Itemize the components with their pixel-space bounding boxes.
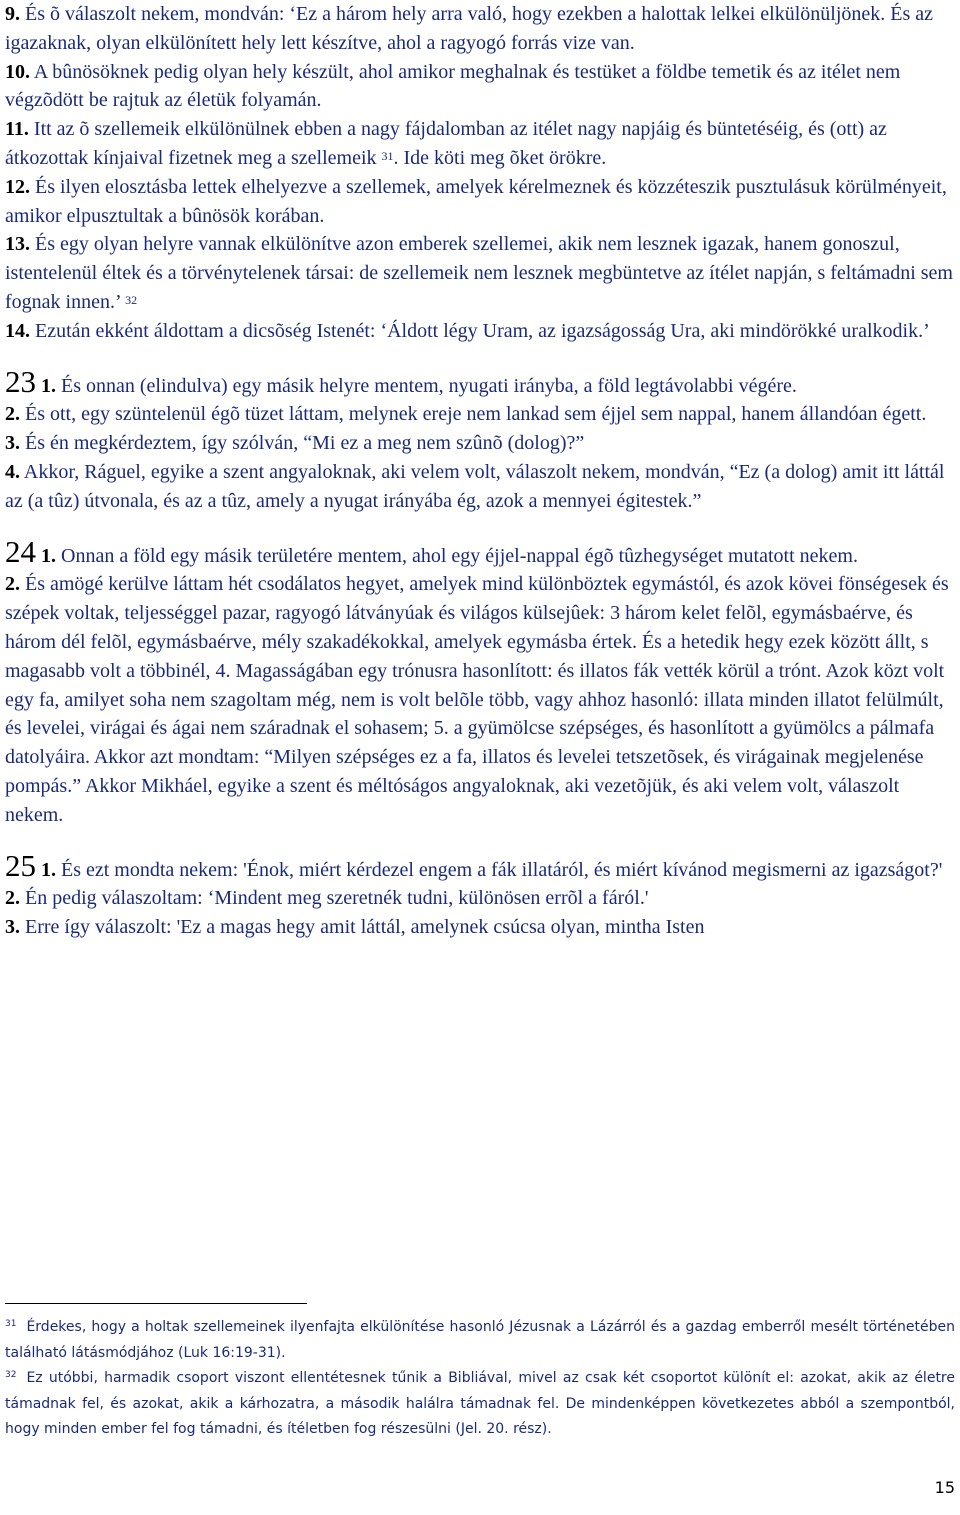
verse-24-1	[5, 533, 955, 571]
verse-text: Onnan a föld egy másik területére mentem, ahol egy éjjel-nappal égõ tûzhegységet mutatott nekem.	[61, 544, 858, 567]
verse-text: Itt az õ szellemeik elkülönülnek ebben a nagy fájdalomban az itélet nagy napjáig és büntetéséig, és (ott) az átkozottak kínjaival fizetnek meg a szellemeik	[5, 118, 887, 169]
verse-number: 2.	[5, 403, 20, 426]
verse-23-4	[5, 458, 955, 516]
verse-text: És ilyen elosztásba lettek elhelyezve a szellemek, amelyek kérelmeznek és közzéteszik pusztulásuk körülményeit, amikor elpusztultak a bûnösök korában.	[5, 175, 947, 227]
footnote-separator	[5, 1303, 307, 1304]
verse-text: És amögé kerülve láttam hét csodálatos hegyet, amelyek mind különböztek egymástól, és azok kövei fönségesek és szépek voltak, teljességgel pazar, ragyogó látványúak és világos külsejûek: 3 három kelet felõl, egymásbaérve, és három dél felõl, egymásbaérve, mély szakadékokkal, amelyek egymásba értek. És a hetedik hegy ezek között állt, s magasabb volt a többinél, 4. Magasságában egy trónusra hasonlított: és illatos fák vették körül a trónt. Azok közt volt egy fa, amilyet soha nem szagoltam még, nem is volt belõle több, vagy ahhoz hasonló: illata minden illatot felülmúlt, és levelei, virágai és ágai nem száradnak el sohasem; 5. a gyümölcse szépséges, és hasonlított a gyümölcs a pálmafa datolyáira. Akkor azt mondtam: “Milyen szépséges ez a fa, illatos és levelei tetszetõsek, és virágainak megjelenése pompás.” Akkor Mikháel, egyike a szent és méltóságos angyaloknak, aki vezetõjük, és aki velem volt, válaszolt nekem.	[5, 573, 949, 826]
verse-number: 3.	[5, 432, 20, 455]
verse-number: 14.	[5, 319, 30, 342]
verse-23-3	[5, 429, 955, 458]
chapter-24-section	[5, 533, 955, 830]
verse-number: 4.	[5, 460, 20, 483]
chapter-25-section	[5, 847, 955, 942]
footnote-text: Érdekes, hogy a holtak szellemeinek ilyenfajta elkülönítése hasonló Jézusnak a Lázárról és a gazdag emberről mesélt történetében található látásmódjához (Luk 16:19-31).	[5, 1319, 955, 1361]
verse-number: 1.	[41, 858, 56, 881]
verse-number: 2.	[5, 573, 20, 596]
verse-text: A bûnösöknek pedig olyan hely készült, ahol amikor meghalnak és testüket a földbe temetik és az itélet nem végzõdött be rajtuk az életük folyamán.	[5, 60, 901, 112]
verse-text: Ezután ekként áldottam a dicsõség Istenét: ‘Áldott légy Uram, az igazságosság Ura, aki mindörökké uralkodik.’	[35, 319, 930, 342]
verse-text: És egy olyan helyre vannak elkülönítve azon emberek szellemei, akik nem lesznek igazak, hanem gonoszul, istentelenül éltek és a törvénytelenek társai: de szellemeik nem lesznek megbüntetve az ítélet napján, s feltámadni sem fognak innen.’	[5, 233, 953, 313]
page-body	[5, 0, 955, 942]
verse-number: 13.	[5, 233, 30, 256]
footnote-31	[5, 1315, 955, 1366]
verse-22-14	[5, 317, 955, 346]
verse-text: És én megkérdeztem, így szólván, “Mi ez a meg nem szûnõ (dolog)?”	[25, 432, 585, 455]
verse-number: 1.	[41, 544, 56, 567]
verse-text: Erre így válaszolt: 'Ez a magas hegy amit láttál, amelynek csúcsa olyan, mintha Isten	[25, 916, 705, 939]
verse-22-13	[5, 230, 955, 316]
footnotes	[5, 1315, 955, 1443]
verse-number: 1.	[41, 374, 56, 397]
verse-22-9	[5, 0, 955, 58]
verse-text: És õ válaszolt nekem, mondván: ‘Ez a három hely arra való, hogy ezekben a halottak lelkei elkülönüljönek. És az igazaknak, olyan elkülönített hely lett készítve, ahol a ragyogó forrás vize van.	[5, 3, 934, 54]
verse-text: Én pedig válaszoltam: ‘Mindent meg szeretnék tudni, különösen errõl a fáról.'	[25, 887, 649, 910]
chapter-number: 24	[5, 533, 36, 569]
verse-text-continued: . Ide köti meg õket örökre.	[393, 146, 607, 169]
footnote-ref-31[interactable]: 31	[381, 148, 394, 163]
chapter-23-section	[5, 363, 955, 516]
verse-24-2	[5, 570, 955, 829]
chapter-number: 23	[5, 363, 36, 399]
verse-22-12	[5, 173, 955, 231]
page-number: 15	[934, 1478, 955, 1497]
verse-25-2	[5, 884, 955, 913]
verse-number: 11.	[5, 118, 29, 141]
verse-22-11	[5, 115, 955, 173]
chapter-22-section	[5, 0, 955, 346]
verse-text: És ezt mondta nekem: 'Énok, miért kérdezel engem a fák illatáról, és miért kívánod megismerni az igazságot?'	[61, 858, 943, 881]
verse-number: 3.	[5, 916, 20, 939]
verse-number: 2.	[5, 887, 20, 910]
verse-number: 10.	[5, 60, 30, 83]
verse-text: Akkor, Ráguel, egyike a szent angyaloknak, aki velem volt, válaszolt nekem, mondván, “Ez (a dolog) amit itt láttál az (a tûz) útvonala, és az a tûz, amely a nyugat irányába ég, azok a mennyei égitestek.”	[5, 460, 945, 512]
verse-22-10	[5, 58, 955, 116]
footnote-number: 31	[5, 1319, 17, 1329]
footnote-ref-32[interactable]: 32	[125, 292, 138, 307]
footnote-32	[5, 1366, 955, 1443]
footnote-number: 32	[5, 1370, 17, 1380]
chapter-number: 25	[5, 847, 36, 883]
verse-number: 9.	[5, 3, 20, 25]
footnote-text: Ez utóbbi, harmadik csoport viszont ellentétesnek tűnik a Bibliával, mivel az csak két csoportot különít el: azokat, akik az életre támadnak fel, és azokat, akik a kárhozatra, a második halálra támadnak fel. De mindenképpen következetes abból a szempontból, hogy minden ember fel fog támadni, és ítéletben fog részesülni (Jel. 20. rész).	[5, 1370, 955, 1437]
verse-text: És onnan (elindulva) egy másik helyre mentem, nyugati irányba, a föld legtávolabbi végére.	[61, 374, 797, 397]
verse-number: 12.	[5, 175, 30, 198]
verse-23-1	[5, 363, 955, 401]
verse-25-1	[5, 847, 955, 885]
verse-25-3	[5, 913, 955, 942]
verse-23-2	[5, 400, 955, 429]
verse-text: És ott, egy szüntelenül égõ tüzet láttam, melynek ereje nem lankad sem éjjel sem nappal, hanem állandóan égett.	[25, 403, 927, 426]
